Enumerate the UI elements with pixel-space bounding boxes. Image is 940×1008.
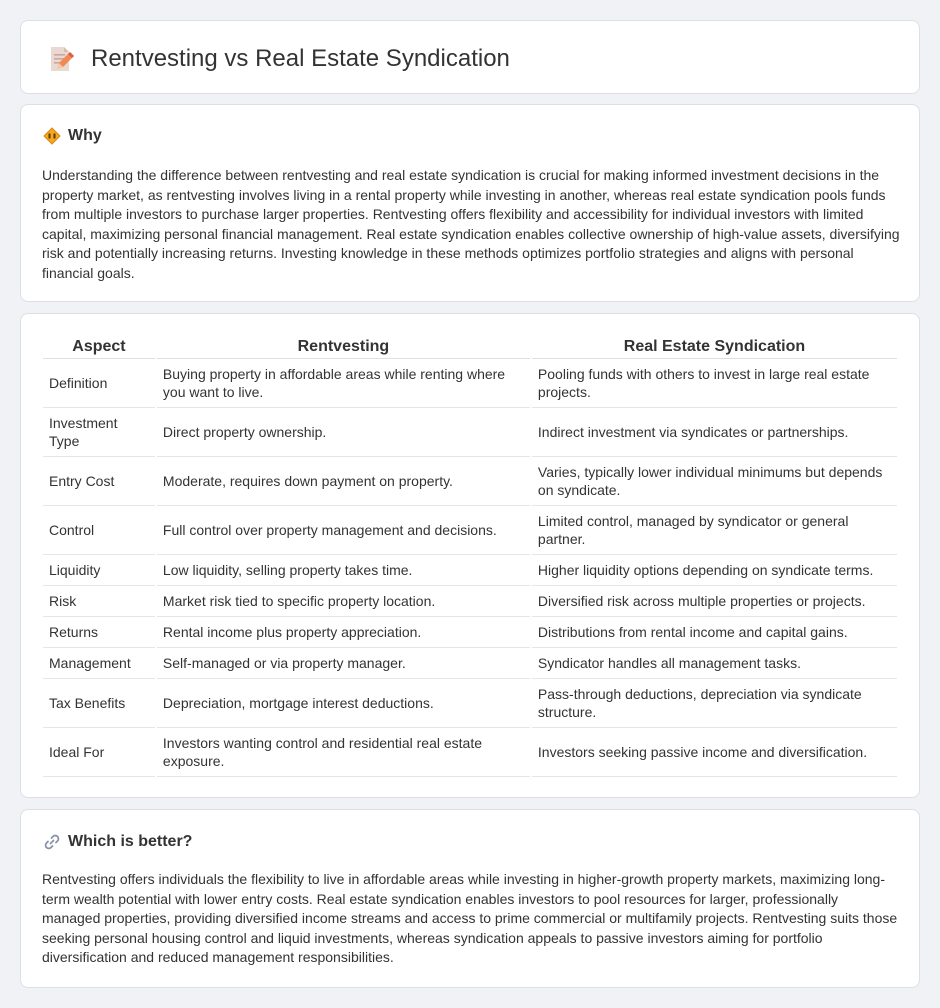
table-cell: Tax Benefits xyxy=(43,679,155,728)
why-heading xyxy=(43,127,102,145)
link-icon xyxy=(43,833,61,851)
table-cell: Full control over property management and decisions. xyxy=(157,506,530,555)
which-better-heading xyxy=(43,833,192,851)
page-title: Rentvesting vs Real Estate Syndication xyxy=(91,45,510,72)
table-cell: Liquidity xyxy=(43,555,155,586)
table-cell: Higher liquidity options depending on syndicate terms. xyxy=(532,555,897,586)
table-row xyxy=(43,408,897,457)
table-cell: Control xyxy=(43,506,155,555)
table-cell: Ideal For xyxy=(43,728,155,777)
which-better-title: Which is better? xyxy=(68,833,193,850)
diamond-sign-icon xyxy=(43,127,61,145)
column-header-rentvesting: Rentvesting xyxy=(157,334,530,359)
which-better-card xyxy=(20,809,920,988)
table-cell: Indirect investment via syndicates or partnerships. xyxy=(532,408,897,457)
table-cell: Buying property in affordable areas while renting where you want to live. xyxy=(157,359,530,408)
table-cell: Investors seeking passive income and diversification. xyxy=(532,728,897,777)
table-row xyxy=(43,359,897,408)
table-cell: Pooling funds with others to invest in large real estate projects. xyxy=(532,359,897,408)
table-row xyxy=(43,679,897,728)
table-row xyxy=(43,506,897,555)
table-cell: Entry Cost xyxy=(43,457,155,506)
table-cell: Pass-through deductions, depreciation via syndicate structure. xyxy=(532,679,897,728)
table-row xyxy=(43,648,897,679)
table-cell: Direct property ownership. xyxy=(157,408,530,457)
table-row xyxy=(43,728,897,777)
table-cell: Syndicator handles all management tasks. xyxy=(532,648,897,679)
table-cell: Self-managed or via property manager. xyxy=(157,648,530,679)
table-cell: Low liquidity, selling property takes time. xyxy=(157,555,530,586)
table-cell: Distributions from rental income and capital gains. xyxy=(532,617,897,648)
header-card xyxy=(20,20,920,94)
table-cell: Definition xyxy=(43,359,155,408)
title-row xyxy=(45,42,510,76)
comparison-table xyxy=(41,334,899,777)
table-cell: Limited control, managed by syndicator or general partner. xyxy=(532,506,897,555)
table-row xyxy=(43,586,897,617)
table-row xyxy=(43,617,897,648)
why-paragraph: Understanding the difference between rentvesting and real estate syndication is crucial for making informed investment decisions in the property market, as rentvesting involves living in a rental property while investing in another, whereas real estate syndication pools funds from multiple investors to purchase larger properties. Rentvesting offers flexibility and accessibility for individual investors with limited capital, maximizing personal financial management. Real estate syndication enables collective ownership of high-value assets, diversifying risk and potentially increasing returns. Investing knowledge in these methods optimizes portfolio strategies and aligns with personal financial goals. xyxy=(42,167,900,281)
table-cell: Investors wanting control and residential real estate exposure. xyxy=(157,728,530,777)
table-cell: Depreciation, mortgage interest deductions. xyxy=(157,679,530,728)
why-card xyxy=(20,104,920,302)
table-cell: Returns xyxy=(43,617,155,648)
table-cell: Management xyxy=(43,648,155,679)
column-header-aspect: Aspect xyxy=(43,334,155,359)
table-cell: Market risk tied to specific property location. xyxy=(157,586,530,617)
which-better-paragraph: Rentvesting offers individuals the flexibility to live in affordable areas while investing in higher-growth property markets, maximizing long-term wealth potential with lower entry costs. Real estate syndication enables investors to pool resources for larger, professionally managed properties, providing diversified income streams and access to prime commercial or multifamily projects. Rentvesting suits those seeking personal housing control and liquid investments, whereas syndication appeals to passive investors aiming for portfolio diversification and reduced management responsibilities. xyxy=(42,871,898,965)
table-cell: Investment Type xyxy=(43,408,155,457)
table-cell: Moderate, requires down payment on property. xyxy=(157,457,530,506)
table-row xyxy=(43,555,897,586)
table-cell: Diversified risk across multiple properties or projects. xyxy=(532,586,897,617)
document-pencil-icon xyxy=(45,44,75,74)
table-cell: Rental income plus property appreciation. xyxy=(157,617,530,648)
column-header-syndication: Real Estate Syndication xyxy=(532,334,897,359)
why-title: Why xyxy=(68,127,102,144)
table-cell: Risk xyxy=(43,586,155,617)
table-header-row xyxy=(43,334,897,359)
table-row xyxy=(43,457,897,506)
comparison-card xyxy=(20,313,920,798)
table-cell: Varies, typically lower individual minimums but depends on syndicate. xyxy=(532,457,897,506)
